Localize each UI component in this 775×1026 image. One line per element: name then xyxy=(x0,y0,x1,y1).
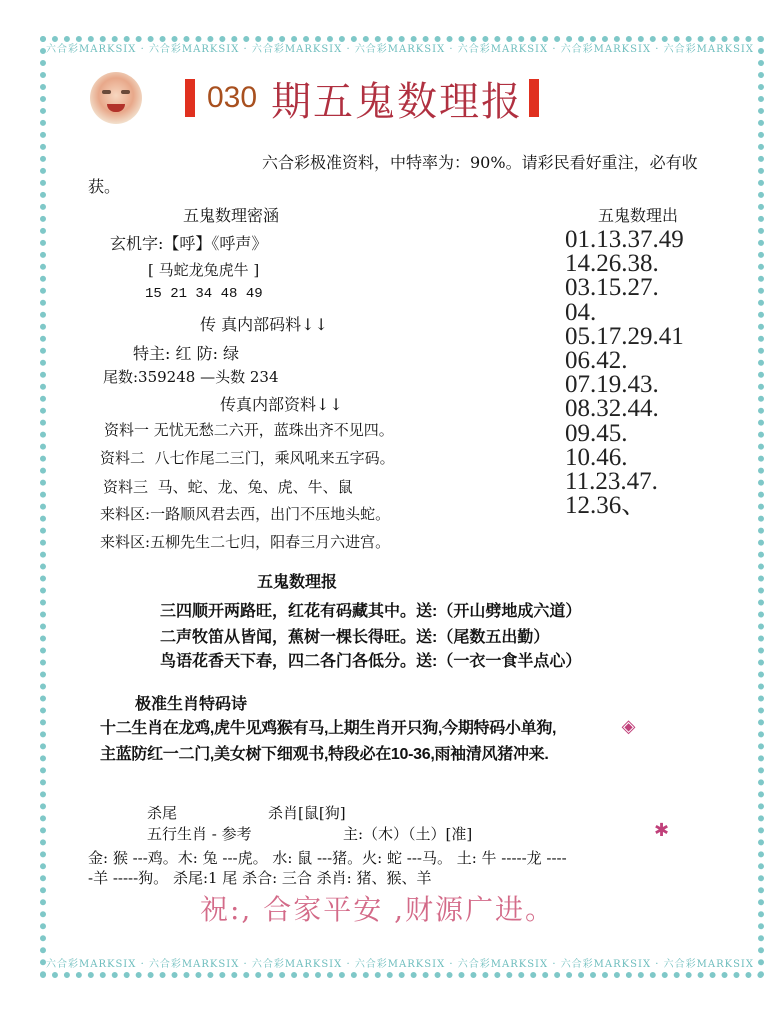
zhu-text: 主:（木）（土）[准] xyxy=(343,825,473,843)
left-heading: 五鬼数理密涵 xyxy=(183,206,280,225)
elements-line: -羊 -----狗。 杀尾:1 尾 杀合: 三合 杀肖: 猪、猴、羊 xyxy=(88,869,432,887)
fax-heading-1: 传 真内部码料↓↓ xyxy=(200,315,328,334)
xuanji-text: 玄机字:【呼】《呼声》 xyxy=(110,234,268,253)
shaxiao-text: 杀肖[鼠[狗] xyxy=(268,804,346,822)
report-heading: 五鬼数理报 xyxy=(257,574,338,591)
weishu-text: 尾数:359248 —头数 234 xyxy=(103,368,279,386)
list-item: 资料三 马、蛇、龙、兔、虎、牛、鼠 xyxy=(103,478,353,496)
number-row: 06.42. xyxy=(565,347,628,375)
shawei-label: 杀尾 xyxy=(147,804,178,822)
title-text: 期五鬼数理报 xyxy=(271,78,524,125)
number-row: 03.15.27. xyxy=(565,274,659,302)
report-line: 三四顺开两路旺，红花有码藏其中。送:（开山劈地成六道） xyxy=(160,603,582,620)
list-item: 来料区:五柳先生二七归，阳春三月六进宫。 xyxy=(100,533,391,551)
list-item: 来料区:一路顺风君去西，出门不压地头蛇。 xyxy=(100,505,391,523)
bracket-right-icon xyxy=(529,79,539,117)
intro-line2: 获。 xyxy=(88,177,121,196)
number-list: 15 21 34 48 49 xyxy=(145,286,263,302)
number-row: 09.45. xyxy=(565,419,628,447)
number-row: 11.23.47. xyxy=(565,468,658,496)
number-row: 14.26.38. xyxy=(565,250,659,278)
right-heading: 五鬼数理出 xyxy=(598,206,679,225)
intro-line1: 六合彩极准资料，中特率为：90%。请彩民看好重注，必有收 xyxy=(262,153,698,172)
page-title xyxy=(185,76,539,125)
stamp-mark: ✱ xyxy=(654,820,670,841)
blessing-text: 祝:, 合家平安 ,财源广进。 xyxy=(200,893,556,926)
list-item: 资料一 无忧无愁二六开，蓝珠出齐不见四。 xyxy=(104,421,394,439)
watermark-top: 六合彩MARKSIX · 六合彩MARKSIX · 六合彩MARKSIX · 六合彩MARKSIX · 六合彩MARKSIX · 六合彩MARKSIX · 六合彩MARKSIX xyxy=(46,44,755,55)
watermark-bottom: 六合彩MARKSIX · 六合彩MARKSIX · 六合彩MARKSIX · 六合彩MARKSIX · 六合彩MARKSIX · 六合彩MARKSIX · 六合彩MARKSIX xyxy=(46,959,755,970)
report-line: 二声牧笛从皆闻，蕉树一棵长得旺。送:（尾数五出勤） xyxy=(160,629,550,646)
stamp-mark: ◈ xyxy=(618,716,639,737)
issue-number: 030 xyxy=(207,81,258,114)
poem-line: 十二生肖在龙鸡,虎牛见鸡猴有马,上期生肖开只狗,今期特码小单狗, xyxy=(100,720,557,737)
number-row: 05.17.29.41 xyxy=(565,322,684,350)
zodiac-list: [ 马蛇龙兔虎牛 ] xyxy=(148,261,260,279)
poem-heading: 极准生肖特码诗 xyxy=(135,696,248,713)
elements-line: 金: 猴 ---鸡。木: 兔 ---虎。 水: 鼠 ---猪。火: 蛇 ---马。 土: 牛 -----龙 ---- xyxy=(88,849,567,867)
list-item: 资料二 八七作尾二三门，乘风吼来五字码。 xyxy=(100,449,395,467)
number-row: 07.19.43. xyxy=(565,371,659,399)
number-row: 12.36、 xyxy=(565,492,647,520)
number-row: 08.32.44. xyxy=(565,395,659,423)
bracket-left-icon xyxy=(185,79,195,117)
poem-line: 主蓝防红一二门,美女树下细观书,特段必在10-36,雨袖清风猪冲来. xyxy=(100,746,549,763)
fax-heading-2: 传真内部资料↓↓ xyxy=(220,395,343,414)
avatar xyxy=(90,72,142,124)
report-line: 鸟语花香天下春，四二各门各低分。送:（一衣一食半点心） xyxy=(160,653,582,670)
tezhu-text: 特主: 红 防: 绿 xyxy=(133,344,240,363)
number-row: 01.13.37.49 xyxy=(565,226,684,253)
right-number-list xyxy=(565,228,684,518)
number-row: 04. xyxy=(565,298,597,326)
number-row: 10.46. xyxy=(565,443,628,471)
wuxing-label: 五行生肖 - 参考 xyxy=(147,825,252,843)
